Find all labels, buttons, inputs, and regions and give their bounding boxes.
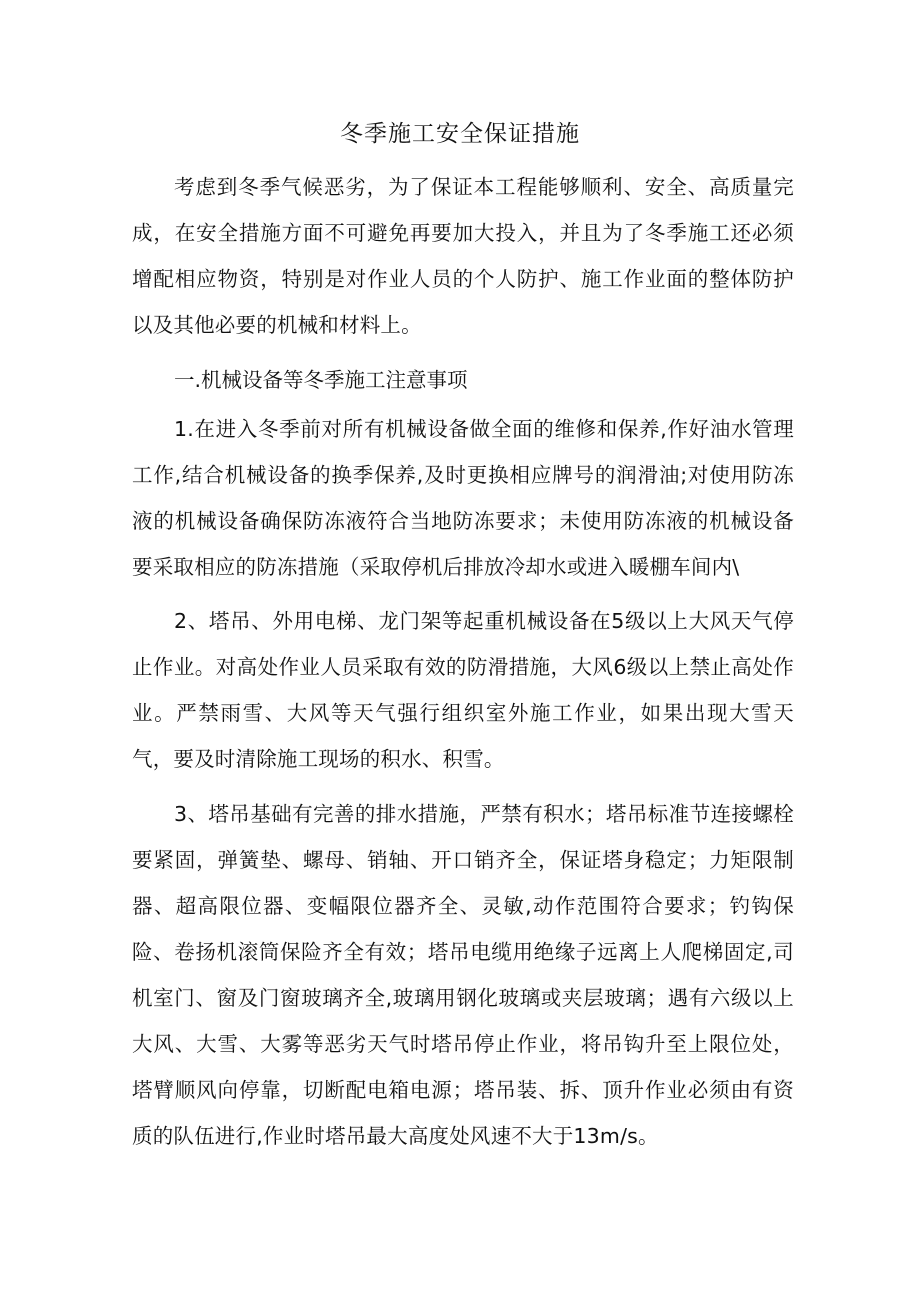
intro-paragraph: 考虑到冬季气候恶劣，为了保证本工程能够顺利、安全、高质量完成，在安全措施方面不可避免再要加大投入，并且为了冬季施工还必须增配相应物资，特别是对作业人员的个人防护、施工作业面的整体防护以及其他必要的机械和材料上。 — [132, 175, 794, 337]
document-title: 冬季施工安全保证措施 — [340, 121, 580, 147]
item-1-paragraph: 1.在进入冬季前对所有机械设备做全面的维修和保养,作好油水管理工作,结合机械设备的换季保养,及时更换相应牌号的润滑油;对使用防冻液的机械设备确保防冻液符合当地防冻要求；未使用防冻液的机械设备要采取相应的防冻措施（采取停机后排放冷却水或进入暖棚车间内\ — [132, 417, 794, 579]
item-2-paragraph: 2、塔吊、外用电梯、龙门架等起重机械设备在5级以上大风天气停止作业。对高处作业人员采取有效的防滑措施，大风6级以上禁止高处作业。严禁雨雪、大风等天气强行组织室外施工作业，如果出现大雪天气，要及时清除施工现场的积水、积雪。 — [132, 609, 794, 771]
item-3-paragraph: 3、塔吊基础有完善的排水措施，严禁有积水；塔吊标准节连接螺栓要紧固，弹簧垫、螺母、销轴、开口销齐全，保证塔身稳定；力矩限制器、超高限位器、变幅限位器齐全、灵敏,动作范围符合要求；钓钩保险、卷扬机滚筒保险齐全有效；塔吊电缆用绝缘子远离上人爬梯固定,司机室门、窗及门窗玻璃齐全,玻璃用钢化玻璃或夹层玻璃；遇有六级以上大风、大雪、大雾等恶劣天气时塔吊停止作业，将吊钩升至上限位处，塔臂顺风向停靠，切断配电箱电源；塔吊装、拆、顶升作业必须由有资质的队伍进行,作业时塔吊最大高度处风速不大于13m∕s。 — [132, 802, 794, 1148]
section-heading: 一.机械设备等冬季施工注意事项 — [174, 368, 468, 392]
